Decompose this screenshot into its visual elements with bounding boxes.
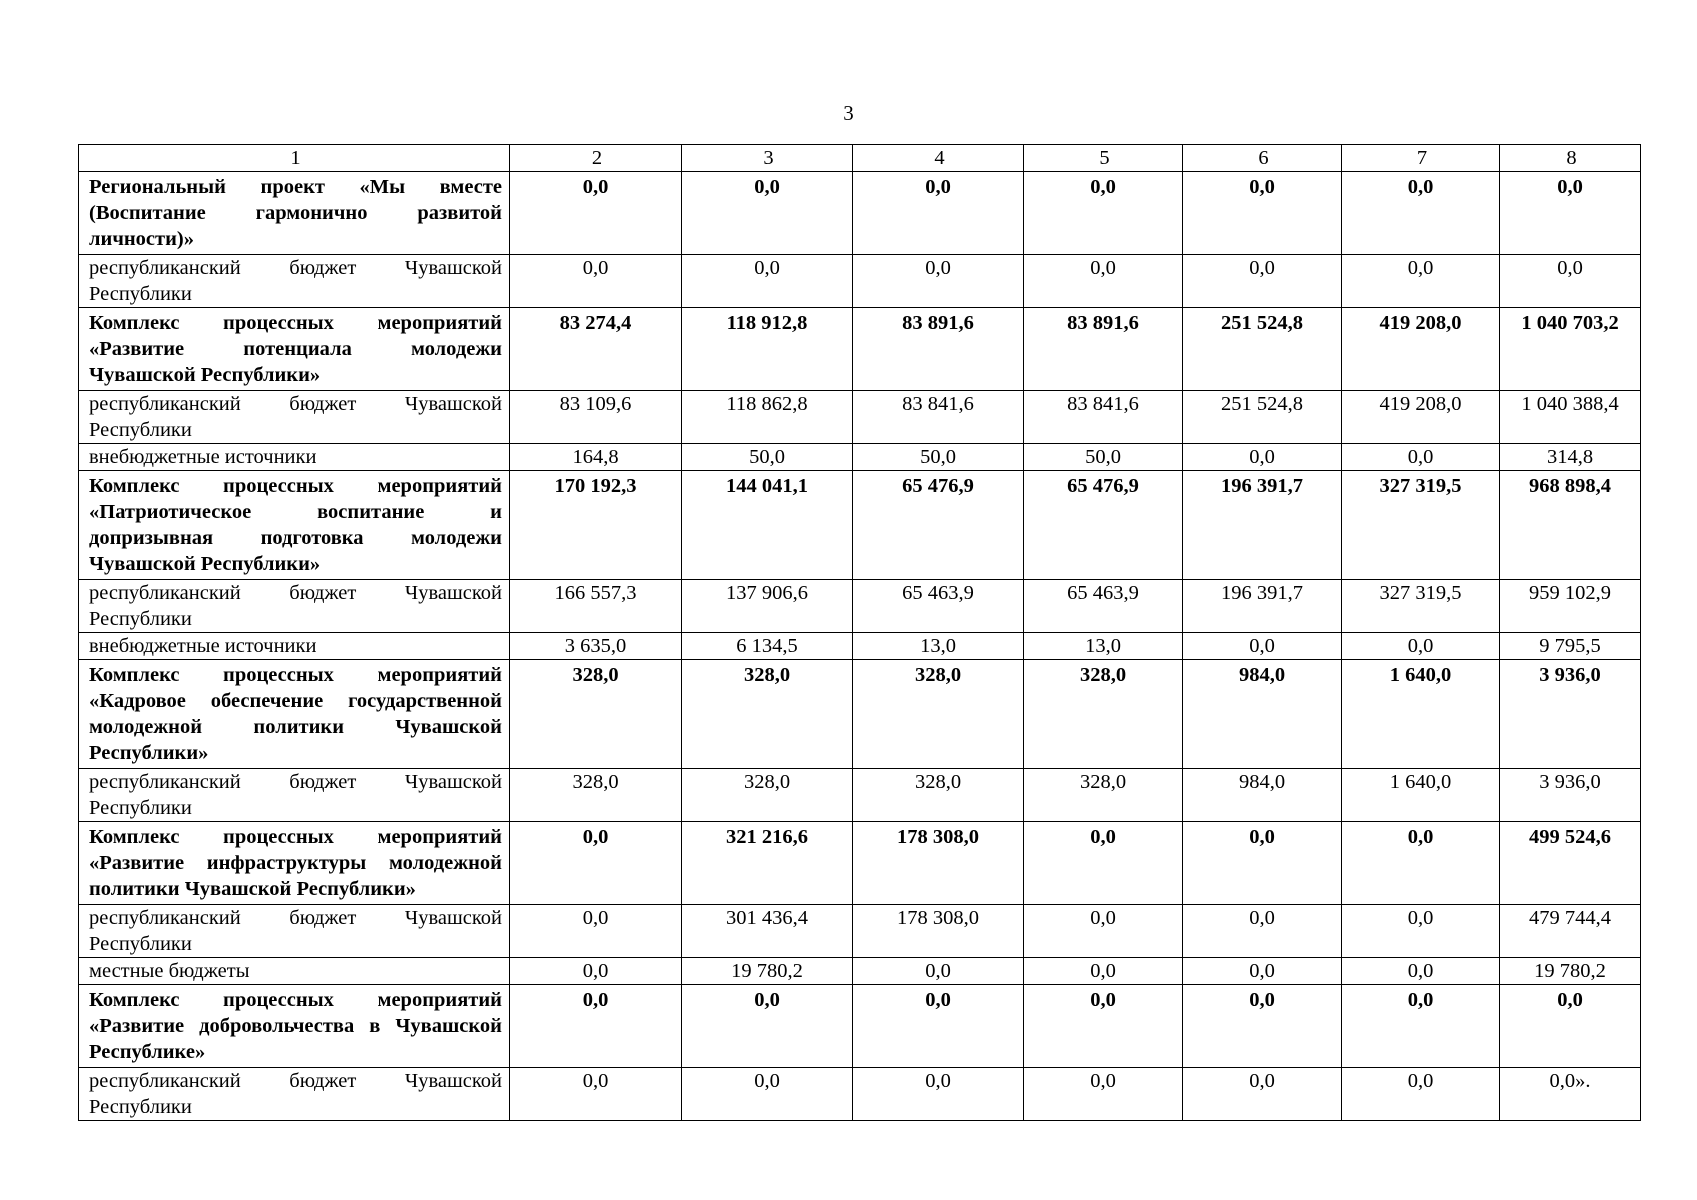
value-cell: 968 898,4 [1500,471,1641,580]
value-cell: 178 308,0 [853,905,1024,958]
value-cell: 3 936,0 [1500,660,1641,769]
value-cell: 0,0 [510,255,682,308]
column-header: 6 [1183,145,1342,172]
value-cell: 0,0 [1024,985,1183,1068]
section-label: Комплекс процессных мероприятий «Развитие инфраструктуры молодежной политики Чувашской Республики» [79,822,510,905]
value-cell: 328,0 [1024,660,1183,769]
value-cell: 50,0 [1024,444,1183,471]
value-cell: 328,0 [1024,769,1183,822]
value-cell: 328,0 [682,660,853,769]
value-cell: 118 912,8 [682,308,853,391]
value-cell: 0,0 [1500,172,1641,255]
budget-source-row [79,769,1641,822]
value-cell: 118 862,8 [682,391,853,444]
value-cell: 0,0». [1500,1068,1641,1121]
value-cell: 0,0 [1183,905,1342,958]
value-cell: 0,0 [510,905,682,958]
value-cell: 0,0 [1183,255,1342,308]
value-cell: 0,0 [1342,255,1500,308]
value-cell: 301 436,4 [682,905,853,958]
value-cell: 83 841,6 [853,391,1024,444]
value-cell: 83 109,6 [510,391,682,444]
page-number: 3 [843,101,854,125]
value-cell: 0,0 [1342,985,1500,1068]
value-cell: 0,0 [1342,633,1500,660]
budget-source-row [79,255,1641,308]
value-cell: 984,0 [1183,660,1342,769]
value-cell: 327 319,5 [1342,580,1500,633]
section-row [79,985,1641,1068]
section-label: Региональный проект «Мы вместе (Воспитание гармонично развитой личности)» [79,172,510,255]
source-label: республиканский бюджет Чувашской Республики [79,769,510,822]
value-cell: 83 274,4 [510,308,682,391]
value-cell: 65 476,9 [853,471,1024,580]
source-label: республиканский бюджет Чувашской Республики [79,905,510,958]
value-cell: 13,0 [853,633,1024,660]
column-header: 8 [1500,145,1641,172]
value-cell: 65 463,9 [1024,580,1183,633]
source-label: республиканский бюджет Чувашской Республики [79,1068,510,1121]
table-body [79,172,1641,1121]
value-cell: 0,0 [1342,905,1500,958]
column-header: 2 [510,145,682,172]
section-row [79,822,1641,905]
value-cell: 0,0 [510,985,682,1068]
value-cell: 0,0 [1024,255,1183,308]
value-cell: 1 040 388,4 [1500,391,1641,444]
value-cell: 251 524,8 [1183,308,1342,391]
header-row [79,145,1641,172]
value-cell: 0,0 [682,985,853,1068]
value-cell: 178 308,0 [853,822,1024,905]
value-cell: 164,8 [510,444,682,471]
value-cell: 0,0 [853,1068,1024,1121]
value-cell: 328,0 [853,660,1024,769]
value-cell: 0,0 [1342,172,1500,255]
source-label: республиканский бюджет Чувашской Республики [79,255,510,308]
section-label: Комплекс процессных мероприятий «Развитие потенциала молодежи Чувашской Республики» [79,308,510,391]
value-cell: 0,0 [1183,633,1342,660]
value-cell: 0,0 [853,958,1024,985]
value-cell: 499 524,6 [1500,822,1641,905]
value-cell: 83 841,6 [1024,391,1183,444]
section-row [79,660,1641,769]
value-cell: 0,0 [1024,958,1183,985]
value-cell: 50,0 [682,444,853,471]
value-cell: 0,0 [1183,444,1342,471]
value-cell: 0,0 [682,172,853,255]
value-cell: 196 391,7 [1183,471,1342,580]
value-cell: 19 780,2 [1500,958,1641,985]
value-cell: 321 216,6 [682,822,853,905]
value-cell: 314,8 [1500,444,1641,471]
value-cell: 65 463,9 [853,580,1024,633]
value-cell: 0,0 [682,1068,853,1121]
value-cell: 137 906,6 [682,580,853,633]
value-cell: 0,0 [510,958,682,985]
value-cell: 0,0 [1024,1068,1183,1121]
value-cell: 419 208,0 [1342,391,1500,444]
budget-source-row [79,633,1641,660]
value-cell: 0,0 [1342,822,1500,905]
budget-source-row [79,580,1641,633]
value-cell: 13,0 [1024,633,1183,660]
value-cell: 0,0 [510,172,682,255]
value-cell: 0,0 [853,985,1024,1068]
value-cell: 984,0 [1183,769,1342,822]
value-cell: 1 640,0 [1342,769,1500,822]
source-label: республиканский бюджет Чувашской Республики [79,580,510,633]
source-label: внебюджетные источники [79,444,510,471]
column-header: 4 [853,145,1024,172]
section-row [79,308,1641,391]
budget-source-row [79,444,1641,471]
value-cell: 0,0 [1183,958,1342,985]
value-cell: 65 476,9 [1024,471,1183,580]
value-cell: 0,0 [1183,1068,1342,1121]
value-cell: 1 040 703,2 [1500,308,1641,391]
value-cell: 0,0 [1024,172,1183,255]
value-cell: 327 319,5 [1342,471,1500,580]
value-cell: 0,0 [1342,444,1500,471]
value-cell: 0,0 [1183,985,1342,1068]
value-cell: 0,0 [1024,822,1183,905]
value-cell: 0,0 [682,255,853,308]
value-cell: 144 041,1 [682,471,853,580]
budget-source-row [79,1068,1641,1121]
budget-table [78,144,1641,1121]
value-cell: 0,0 [1342,1068,1500,1121]
value-cell: 0,0 [510,822,682,905]
column-header: 3 [682,145,853,172]
column-header: 1 [79,145,510,172]
value-cell: 19 780,2 [682,958,853,985]
column-header: 5 [1024,145,1183,172]
section-row [79,172,1641,255]
value-cell: 251 524,8 [1183,391,1342,444]
value-cell: 166 557,3 [510,580,682,633]
value-cell: 328,0 [682,769,853,822]
value-cell: 0,0 [853,255,1024,308]
value-cell: 328,0 [510,769,682,822]
value-cell: 0,0 [1183,822,1342,905]
value-cell: 0,0 [1342,958,1500,985]
value-cell: 959 102,9 [1500,580,1641,633]
source-label: республиканский бюджет Чувашской Республики [79,391,510,444]
value-cell: 6 134,5 [682,633,853,660]
source-label: внебюджетные источники [79,633,510,660]
budget-source-row [79,958,1641,985]
value-cell: 0,0 [853,172,1024,255]
value-cell: 83 891,6 [1024,308,1183,391]
value-cell: 328,0 [853,769,1024,822]
column-header: 7 [1342,145,1500,172]
section-row [79,471,1641,580]
value-cell: 0,0 [1024,905,1183,958]
section-label: Комплекс процессных мероприятий «Патриотическое воспитание и допризывная подготовка молодежи Чувашской Республики» [79,471,510,580]
value-cell: 0,0 [1500,255,1641,308]
value-cell: 0,0 [1500,985,1641,1068]
value-cell: 196 391,7 [1183,580,1342,633]
value-cell: 479 744,4 [1500,905,1641,958]
value-cell: 0,0 [510,1068,682,1121]
value-cell: 3 635,0 [510,633,682,660]
budget-source-row [79,905,1641,958]
value-cell: 419 208,0 [1342,308,1500,391]
value-cell: 3 936,0 [1500,769,1641,822]
section-label: Комплекс процессных мероприятий «Кадровое обеспечение государственной молодежной политики Чувашской Республики» [79,660,510,769]
value-cell: 170 192,3 [510,471,682,580]
value-cell: 83 891,6 [853,308,1024,391]
value-cell: 1 640,0 [1342,660,1500,769]
value-cell: 9 795,5 [1500,633,1641,660]
value-cell: 50,0 [853,444,1024,471]
value-cell: 0,0 [1183,172,1342,255]
source-label: местные бюджеты [79,958,510,985]
section-label: Комплекс процессных мероприятий «Развитие добровольчества в Чувашской Республике» [79,985,510,1068]
value-cell: 328,0 [510,660,682,769]
budget-source-row [79,391,1641,444]
